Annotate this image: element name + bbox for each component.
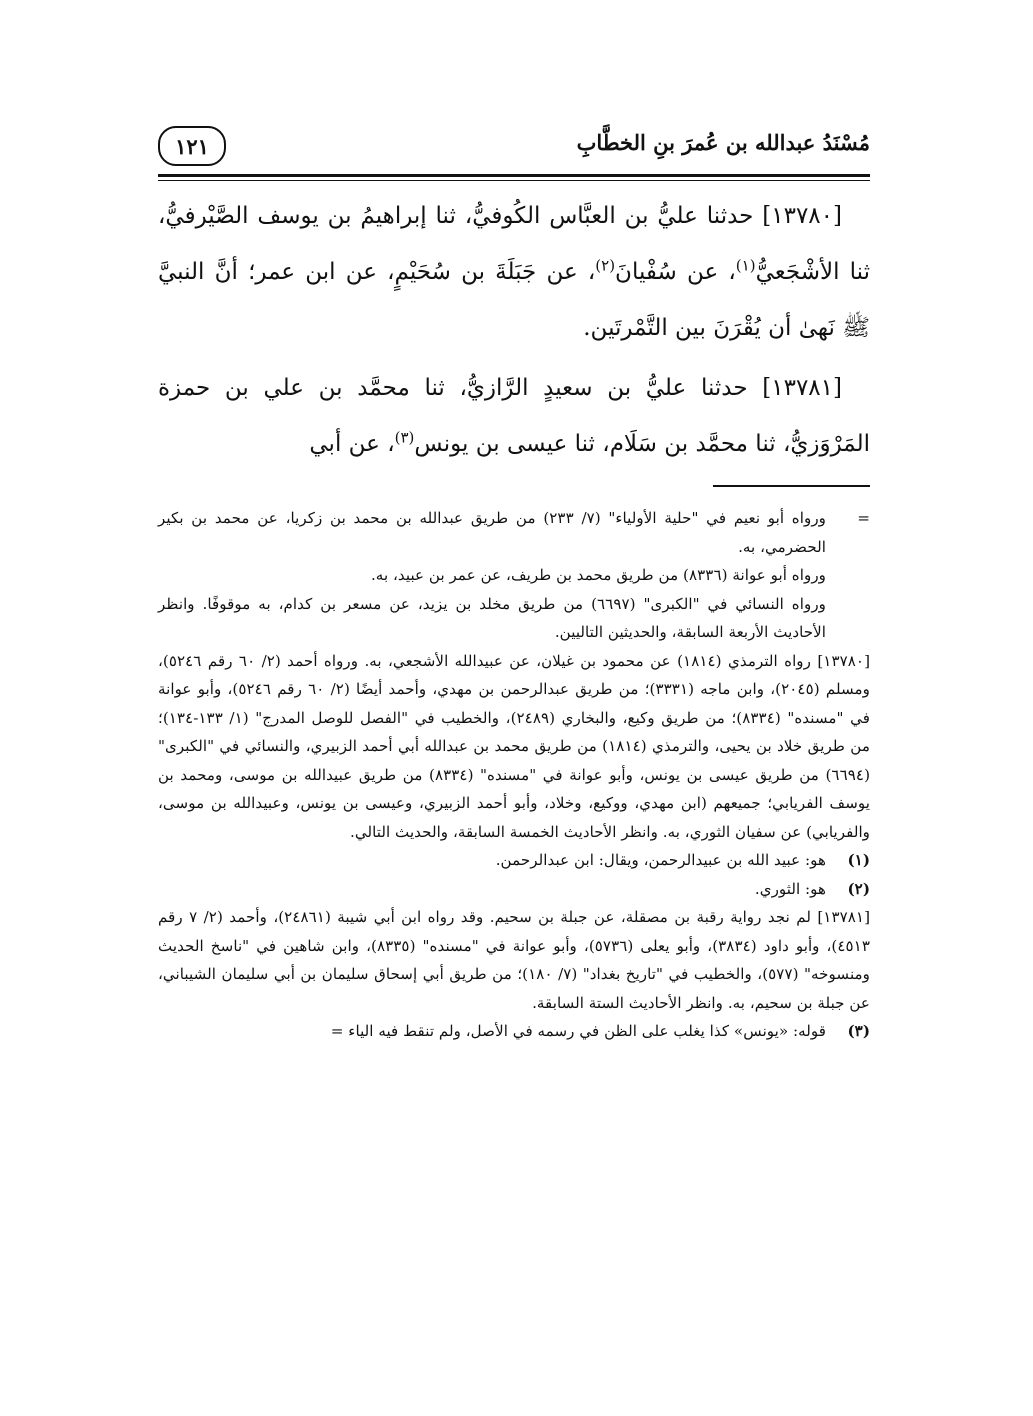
header-rule-thin [158, 180, 870, 181]
footnote-1: (١)هو: عبيد الله بن عبيدالرحمن، ويقال: ابن عبدالرحمن. [495, 851, 870, 869]
page-header [158, 118, 870, 178]
header-rule-thick [158, 174, 870, 177]
footnote-ref-3: (٣) [394, 428, 415, 447]
footnote-2: (٢)هو: الثوري. [754, 879, 870, 898]
footnote-3: (٣)قوله: «يونس» كذا يغلب على الظن في رسمه في الأصل، ولم تنقط فيه الياء = [330, 1022, 870, 1040]
footnote-separator [713, 485, 870, 487]
footnote-continuation-line: ورواه النسائي في "الكبرى" (٦٦٩٧) من طريق مخلد بن يزيد، عن مسعر بن كدام، به موقوفًا. وانظر الأحاديث الأربعة السابقة، والحديثين التاليين. [158, 594, 826, 641]
hadith-13780: [١٣٧٨٠] حدثنا عليُّ بن العبَّاس الكُوفيُّ، ثنا إبراهيمُ بن يوسف الصَّيْرفيُّ، ثنا الأشْجَعيُّ$^{(١)}$، عن سُفْيانَ$^{(٢)}$، عن جَبَلَةَ بن سُحَيْمٍ، عن ابن عمر؛ أنَّ النبيَّ ﷺ نَهىٰ أن يُقْرَنَ بين التَّمْرتَين. [158, 203, 870, 341]
continuation-marker: = [857, 509, 870, 527]
page-number-frame [158, 126, 226, 166]
running-title: مُسْنَدُ عبدالله بن عُمرَ بنِ الخطَّابِ [576, 130, 870, 155]
footnote-ref-1: (١) [735, 256, 756, 275]
footnote-continuation: =ورواه أبو نعيم في "حلية الأولياء" (٧/ ٢٣٣) من طريق عبدالله بن محمد بن زكريا، عن محمد بن بكير الحضرمي، به. [158, 504, 870, 561]
footnote-13780: [١٣٧٨٠] رواه الترمذي (١٨١٤) عن محمود بن غيلان، عن عبيدالله الأشجعي، به. ورواه أحمد (٢/ ٦٠ رقم ٥٢٤٦)، ومسلم (٢٠٤٥)، وابن ماجه (٣٣٣١)؛ من طريق عبدالرحمن بن مهدي، وأحمد أيضًا (٢/ ٦٠ رقم ٥٢٤٦)، وأبو عوانة في "مسنده" (٨٣٣٤)؛ من طريق وكيع، والبخاري (٢٤٨٩)، والخطيب في "الفصل للوصل المدرج" (١/ ١٣٣-١٣٤)؛ من طريق خلاد بن يحيى، والترمذي (١٨١٤) من طريق محمد بن عبدالله أبي أحمد الزبيري، والنسائي في "الكبرى" (٦٦٩٤) من طريق عيسى بن يونس، وأبو عوانة في "مسنده" (٨٣٣٤) من طريق عبيدالله بن موسى، ومحمد بن يوسف الفريابي؛ جميعهم (ابن مهدي، ووكيع، وخلاد، وأبو أحمد الزبيري، وعيسى بن يونس، وعبيدالله بن موسى، والفريابي) عن سفيان الثوري، به. وانظر الأحاديث الخمسة السابقة، والحديث التالي. [158, 651, 871, 841]
page-number: ١٢١ [175, 133, 209, 159]
main-text [158, 188, 870, 472]
footnote-continuation-line: ورواه أبو عوانة (٨٣٣٦) من طريق محمد بن طريف، عن عمر بن عبيد، به. [370, 566, 826, 584]
hadith-13781: [١٣٧٨١] حدثنا عليُّ بن سعيدٍ الرَّازيُّ، ثنا محمَّد بن علي بن حمزة المَرْوَزيُّ، ثنا محمَّد بن سَلَام، ثنا عيسى بن يونس$^{(٣)}$، عن أبي [158, 375, 870, 457]
footnotes [158, 504, 870, 1046]
footnote-13781: [١٣٧٨١] لم نجد رواية رقبة بن مصقلة، عن جبلة بن سحيم. وقد رواه ابن أبي شيبة (٢٤٨٦١)، وأحمد (٢/ ٧ رقم ٤٥١٣)، وأبو داود (٣٨٣٤)، وأبو يعلى (٥٧٣٦)، وأبو عوانة في "مسنده" (٨٣٣٥)، وابن شاهين في "ناسخ الحديث ومنسوخه" (٥٧٧)، والخطيب في "تاريخ بغداد" (٧/ ١٨٠)؛ من طريق أبي إسحاق سليمان بن أبي سليمان الشيباني، عن جبلة بن سحيم، به. وانظر الأحاديث الستة السابقة. [158, 908, 871, 1012]
footnote-ref-2: (٢) [595, 256, 616, 275]
